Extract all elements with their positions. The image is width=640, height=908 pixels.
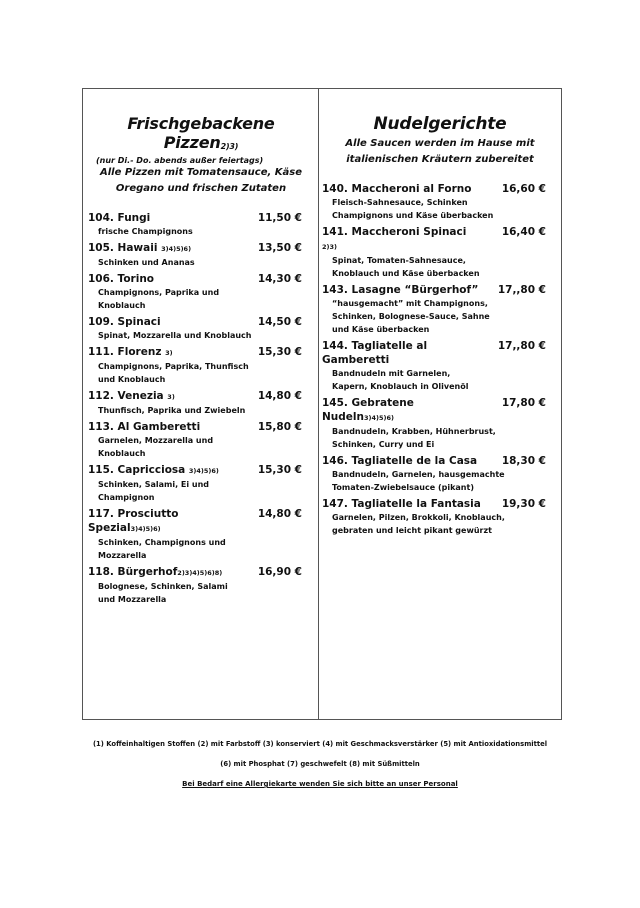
menu-item-description: und Käse überbacken (332, 325, 430, 334)
menu-item-header (88, 507, 314, 536)
allergy-card-note: Bei Bedarf eine Allergiekarte wenden Sie sich bitte an unser Personal (182, 780, 458, 788)
pasta-subtitle: Alle Saucen werden im Hause mit italienischen Kräutern zubereitet (345, 138, 535, 165)
additive-codes: 3)4)5)6) (363, 414, 394, 422)
menu-item-header (88, 272, 314, 286)
additive-codes: 3) (165, 349, 173, 357)
menu-item-price: 15,30 € (257, 464, 302, 476)
menu-item-name: 109. Spinaci (88, 316, 161, 328)
menu-item-name: 143. Lasagne “Bürgerhof” (322, 284, 479, 296)
pasta-list (322, 182, 558, 537)
menu-item-description: Spinat, Tomaten-Sahnesauce, (332, 256, 466, 265)
menu-item-description: Kapern, Knoblauch in Olivenöl (332, 382, 469, 391)
menu-item-header (322, 225, 558, 254)
menu-item (322, 225, 558, 280)
menu-item-description: Knoblauch und Käse überbacken (332, 269, 480, 278)
menu-item-price: 14,30 € (257, 273, 302, 285)
menu-item-description: Schinken, Champignons und (98, 538, 226, 547)
menu-item (88, 463, 314, 504)
menu-item (88, 507, 314, 562)
menu-item-description: Bandnudeln, Garnelen, hausgemachte (332, 470, 505, 479)
menu-item-name: 147. Tagliatelle la Fantasia (322, 498, 481, 510)
menu-item-header (322, 339, 558, 367)
additive-codes: 2)3)4)5)6)8) (177, 569, 223, 577)
menu-item-header (88, 345, 314, 360)
menu-item-description: Garnelen, Mozzarella und (98, 436, 214, 445)
pizza-section-title: Frischgebackene Pizzen$_{2)3)}$ (127, 114, 275, 152)
menu-item-description: Schinken und Ananas (98, 258, 195, 267)
menu-item (322, 497, 558, 537)
additive-codes: 2)3) (322, 243, 337, 251)
pasta-section-title: Nudelgerichte (373, 114, 507, 134)
menu-item-description: Thunfisch, Paprika und Zwiebeln (98, 406, 246, 415)
menu-item-name: 111. Florenz 3) (88, 346, 173, 358)
menu-item-name: 145. Gebratene Nudeln3)4)5)6) (322, 397, 414, 423)
menu-item (322, 339, 558, 393)
menu-item (88, 565, 314, 606)
menu-item-header (88, 463, 314, 478)
menu-item-description: Knoblauch (98, 449, 146, 458)
menu-item-description: Spinat, Mozzarella und Knoblauch (98, 331, 252, 340)
menu-item (322, 396, 558, 451)
menu-item (322, 182, 558, 222)
menu-item-description: Schinken, Curry und Ei (332, 440, 435, 449)
menu-item (88, 211, 314, 238)
menu-item-name: 146. Tagliatelle de la Casa (322, 455, 478, 467)
menu-item-header (88, 565, 314, 580)
menu-item-header (88, 420, 314, 434)
menu-item (88, 345, 314, 386)
menu-item-header (322, 283, 558, 297)
menu-item-name: 112. Venezia 3) (88, 390, 175, 402)
menu-item-description: Mozzarella (98, 551, 147, 560)
pizza-column (88, 88, 314, 609)
menu-item-name: 117. Prosciutto Spezial3)4)5)6) (88, 508, 179, 534)
menu-item-description: Schinken, Salami, Ei und (98, 480, 209, 489)
menu-item (88, 241, 314, 269)
menu-item-name: 105. Hawaii 3)4)5)6) (88, 242, 192, 254)
menu-item (88, 389, 314, 417)
menu-item-description: und Mozzarella (98, 595, 167, 604)
menu-item-description: “hausgemacht” mit Champignons, (332, 299, 488, 308)
menu-item-name: 106. Torino (88, 273, 155, 285)
menu-item-name: 141. Maccheroni Spinaci 2)3) (322, 226, 467, 251)
menu-item-description: Knoblauch (98, 301, 146, 310)
menu-item-description: Champignons, Paprika und (98, 288, 220, 297)
menu-item-description: Bandnudeln, Krabben, Hühnerbrust, (332, 427, 496, 436)
menu-item (88, 420, 314, 460)
pizza-subtitle: Alle Pizzen mit Tomatensauce, Käse Oregano und frischen Zutaten (99, 167, 303, 194)
menu-item-header (88, 315, 314, 329)
menu-item-description: gebraten und leicht pikant gewürzt (332, 526, 492, 535)
menu-item-price: 13,50 € (257, 242, 302, 254)
menu-item-price: 14,80 € (257, 390, 302, 402)
additive-codes: 3)4)5)6) (130, 525, 161, 533)
additive-codes: 3) (167, 393, 175, 401)
menu-item-header (322, 497, 558, 511)
pasta-column (322, 88, 558, 540)
menu-item-header (88, 211, 314, 225)
menu-item-name: 118. Bürgerhof2)3)4)5)6)8) (88, 566, 223, 578)
menu-item (322, 283, 558, 336)
menu-item-header (322, 396, 558, 425)
menu-item-header (88, 389, 314, 404)
menu-item-description: Bandnudeln mit Garnelen, (332, 369, 451, 378)
menu-item-description: und Knoblauch (98, 375, 166, 384)
menu-item-description: Champignon (98, 493, 155, 502)
menu-item-header (322, 454, 558, 468)
menu-item-description: Fleisch-Sahnesauce, Schinken (332, 198, 468, 207)
menu-item-price: 16,40 € (501, 226, 546, 238)
menu-item-price: 14,80 € (257, 508, 302, 520)
menu-item-description: Champignons, Paprika, Thunfisch (98, 362, 249, 371)
column-divider (318, 88, 319, 720)
additives-legend-line-2: (6) mit Phosphat (7) geschwefelt (8) mit Süßmitteln (220, 760, 420, 768)
menu-item (322, 454, 558, 494)
additive-codes: 3)4)5)6) (188, 467, 219, 475)
menu-item-price: 15,80 € (257, 421, 302, 433)
menu-item-price: 15,30 € (257, 346, 302, 358)
additive-codes: 3)4)5)6) (161, 245, 192, 253)
menu-item-price: 17,,80 € (497, 284, 546, 296)
menu-item-description: Champignons und Käse überbacken (332, 211, 494, 220)
menu-item-price: 16,90 € (257, 566, 302, 578)
menu-item-name: 140. Maccheroni al Forno (322, 183, 472, 195)
menu-item-description: Schinken, Bolognese-Sauce, Sahne (332, 312, 490, 321)
menu-item-description: Bolognese, Schinken, Salami (98, 582, 228, 591)
menu-item-description: Tomaten-Zwiebelsauce (pikant) (332, 483, 474, 492)
menu-item-name: 115. Capricciosa 3)4)5)6) (88, 464, 219, 476)
menu-item-name: 144. Tagliatelle al Gamberetti (322, 340, 428, 366)
menu-item-header (88, 241, 314, 256)
menu-item-price: 18,30 € (501, 455, 546, 467)
menu-item-price: 17,,80 € (497, 340, 546, 352)
additives-legend-line-1: (1) Koffeinhaltigen Stoffen (2) mit Farbstoff (3) konserviert (4) mit Geschmacksverstärker (5) mit Antioxidationsmittel (92, 740, 548, 748)
menu-item-price: 16,60 € (501, 183, 546, 195)
menu-item-price: 11,50 € (257, 212, 302, 224)
menu-item-name: 104. Fungi (88, 212, 151, 224)
menu-item (88, 315, 314, 342)
menu-item-header (322, 182, 558, 196)
menu-item-price: 17,80 € (501, 397, 546, 409)
menu-item-name: 113. Al Gamberetti (88, 421, 201, 433)
menu-item-price: 14,50 € (257, 316, 302, 328)
menu-item (88, 272, 314, 312)
menu-item-description: Garnelen, Pilzen, Brokkoli, Knoblauch, (332, 513, 505, 522)
menu-item-description: frische Champignons (98, 227, 193, 236)
pizza-availability-note: (nur Di.- Do. abends außer feiertags) (96, 156, 264, 165)
menu-item-price: 19,30 € (501, 498, 546, 510)
pizza-list (88, 211, 314, 606)
